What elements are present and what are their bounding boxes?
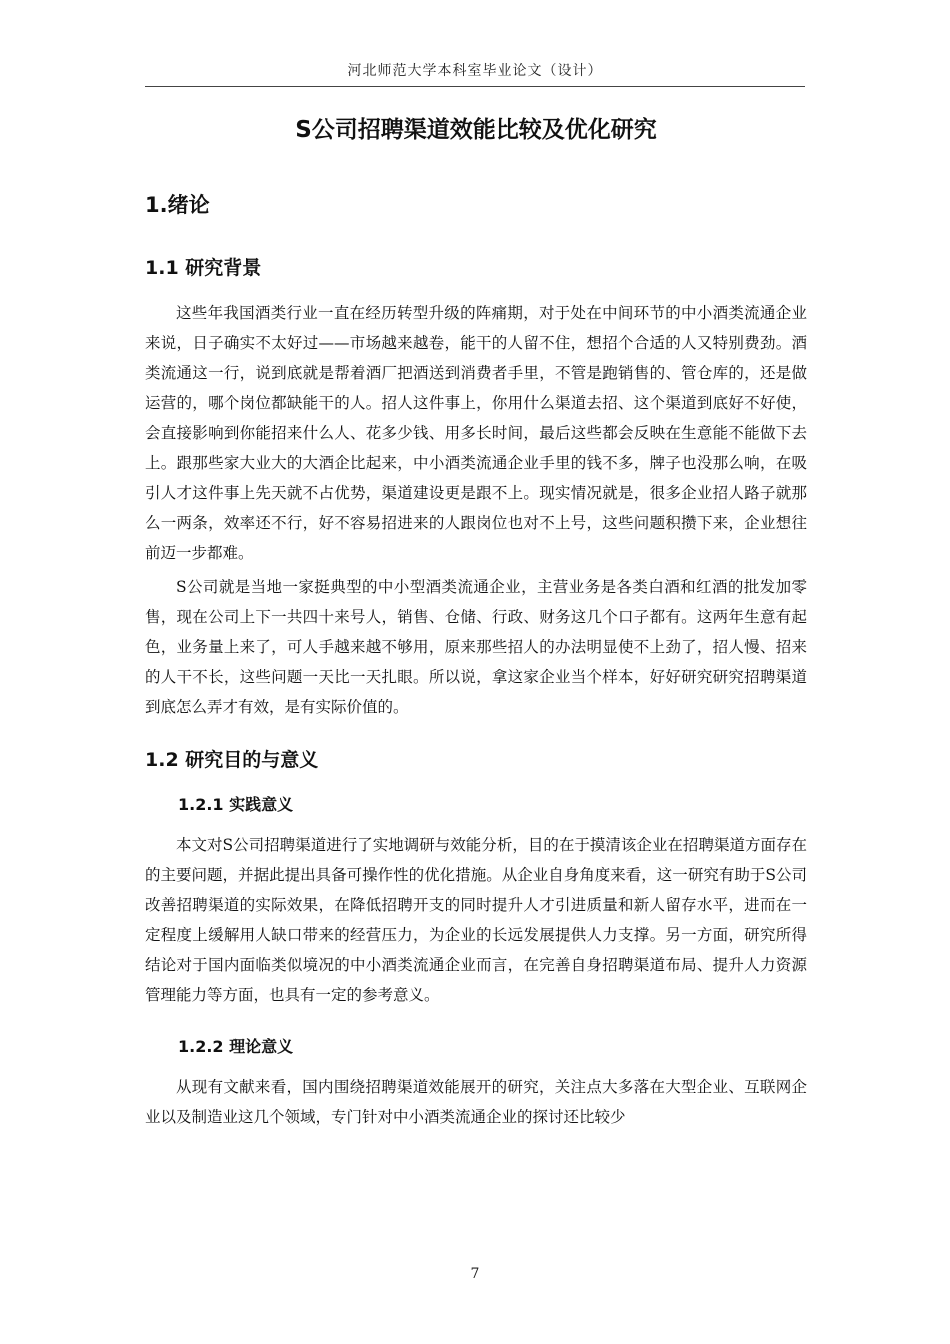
document-title: S公司招聘渠道效能比较及优化研究	[295, 117, 657, 143]
section-heading-1: 1.绪论	[145, 193, 210, 217]
header-rule	[145, 86, 805, 87]
paragraph-theoretical-significance: 从现有文献来看，国内围绕招聘渠道效能展开的研究，关注点大多落在大型企业、互联网企业以及制造业这几个领域，专门针对中小酒类流通企业的探讨还比较少	[145, 1078, 807, 1126]
subsection-heading-1-1: 1.1 研究背景	[145, 257, 262, 279]
running-header: 河北师范大学本科室毕业论文（设计）	[347, 63, 603, 79]
paragraph-background-1: 这些年我国酒类行业一直在经历转型升级的阵痛期，对于处在中间环节的中小酒类流通企业来说，日子确实不太好过——市场越来越卷，能干的人留不住，想招个合适的人又特别费劲。酒类流通这一行，说到底就是帮着酒厂把酒送到消费者手里，不管是跑销售的、管仓库的，还是做运营的，哪个岗位都缺能干的人。招人这件事上，你用什么渠道去招、这个渠道到底好不好使，会直接影响到你能招来什么人、花多少钱、用多长时间，最后这些都会反映在生意能不能做下去上。跟那些家大业大的大酒企比起来，中小酒类流通企业手里的钱不多，牌子也没那么响，在吸引人才这件事上先天就不占优势，渠道建设更是跟不上。现实情况就是，很多企业招人路子就那么一两条，效率还不行，好不容易招进来的人跟岗位也对不上号，这些问题积攒下来，企业想往前迈一步都难。	[145, 304, 807, 562]
subsection-heading-1-2: 1.2 研究目的与意义	[145, 749, 319, 771]
page-number: 7	[470, 1266, 480, 1282]
page-content	[145, 112, 807, 1136]
paragraph-background-2: S公司就是当地一家挺典型的中小型酒类流通企业，主营业务是各类白酒和红酒的批发加零售，现在公司上下一共四十来号人，销售、仓储、行政、财务这几个口子都有。这两年生意有起色，业务量上来了，可人手越来越不够用，原来那些招人的办法明显使不上劲了，招人慢、招来的人干不长，这些问题一天比一天扎眼。所以说，拿这家企业当个样本，好好研究研究招聘渠道到底怎么弄才有效，是有实际价值的。	[145, 578, 807, 716]
subsubsection-heading-1-2-1: 1.2.1 实践意义	[178, 795, 294, 814]
subsubsection-heading-1-2-2: 1.2.2 理论意义	[178, 1037, 294, 1056]
paragraph-practical-significance: 本文对S公司招聘渠道进行了实地调研与效能分析，目的在于摸清该企业在招聘渠道方面存在的主要问题，并据此提出具备可操作性的优化措施。从企业自身角度来看，这一研究有助于S公司改善招聘渠道的实际效果，在降低招聘开支的同时提升人才引进质量和新人留存水平，进而在一定程度上缓解用人缺口带来的经营压力，为企业的长远发展提供人力支撑。另一方面，研究所得结论对于国内面临类似境况的中小酒类流通企业而言，在完善自身招聘渠道布局、提升人力资源管理能力等方面，也具有一定的参考意义。	[145, 836, 807, 1004]
